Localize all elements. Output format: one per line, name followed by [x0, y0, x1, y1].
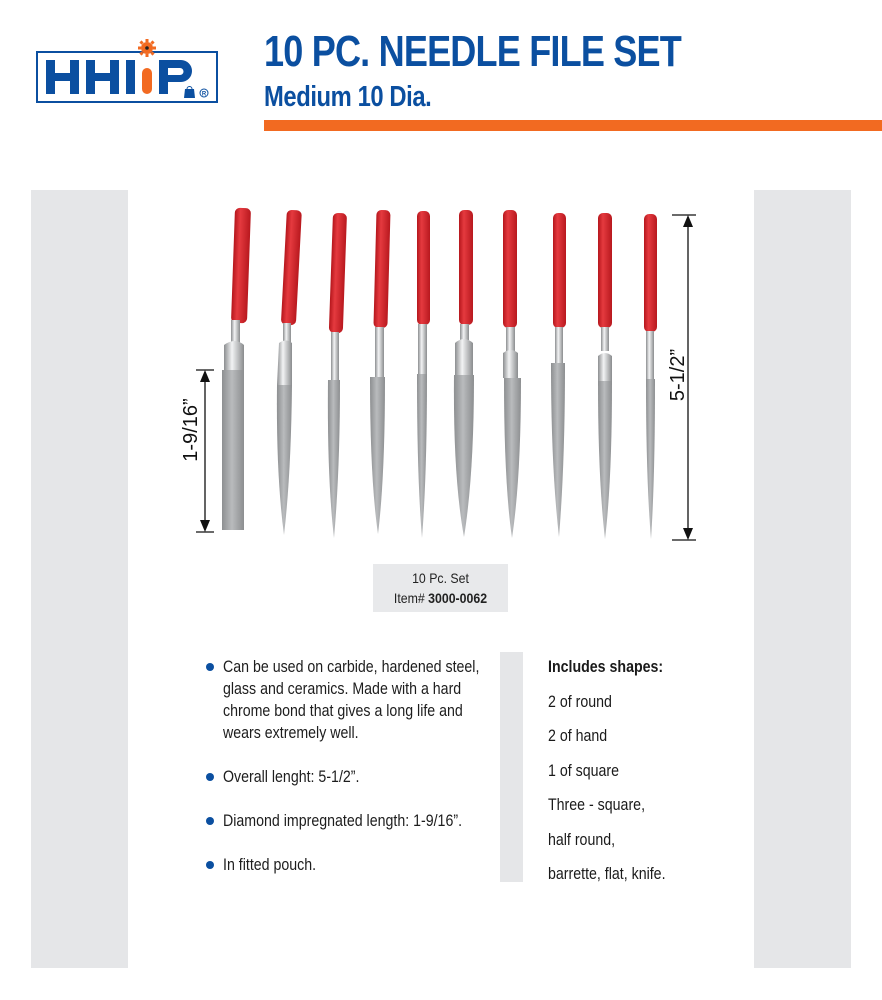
needle-file-oval: [598, 213, 612, 539]
shape-item: 2 of round: [548, 692, 612, 711]
caption-item-number-line: [381, 588, 500, 608]
product-caption: [373, 564, 508, 612]
features-list: [206, 656, 496, 898]
feature-item: Diamond impregnated length: 1-9/16”.: [206, 810, 496, 832]
shape-item: 1 of square: [548, 761, 620, 780]
right-side-panel: [754, 190, 851, 968]
dimension-diamond-label: 1-9/16”: [180, 398, 202, 462]
product-image: [180, 200, 700, 550]
needle-file-round: [417, 211, 430, 538]
feature-item: Can be used on carbide, hardened steel, glass and ceramics. Made with a hard chrome bond that gives a long life and wears extremely well.: [206, 656, 496, 744]
shape-item: Three - square,: [548, 796, 646, 814]
needle-file-hand: [503, 210, 521, 538]
shapes-heading: Includes shapes:: [548, 658, 664, 676]
shape-item: half round,: [548, 830, 616, 849]
bullet-icon: [206, 663, 214, 671]
shape-item: 2 of hand: [548, 727, 608, 745]
bullet-icon: [206, 817, 214, 825]
needle-file-square: [551, 213, 566, 537]
shapes-list: [548, 656, 685, 885]
item-label: Item#: [393, 590, 425, 606]
item-number: 3000-0062: [428, 590, 488, 606]
bullet-icon: [206, 773, 214, 781]
page-title: 10 PC. NEEDLE FILE SET: [264, 27, 682, 76]
svg-text:R: R: [201, 91, 207, 98]
header-accent-bar: [264, 120, 882, 131]
dimension-overall-label: 5-1/2”: [667, 348, 689, 402]
needle-file-half-round: [454, 210, 474, 537]
feature-item: Overall lenght: 5-1/2”.: [206, 766, 496, 788]
needle-file-barrette: [370, 210, 391, 534]
hhip-logo: [36, 38, 218, 104]
page-subtitle: Medium 10 Dia.: [264, 81, 432, 113]
needle-file-round-tapered: [644, 214, 657, 539]
shape-item: barrette, flat, knife.: [548, 865, 666, 883]
needle-file-flat: [222, 208, 251, 530]
bullet-icon: [206, 861, 214, 869]
needle-file-knife: [277, 210, 302, 535]
needle-file-three-square: [328, 213, 347, 538]
left-side-panel: [31, 190, 128, 968]
caption-set-label: 10 Pc. Set: [412, 570, 469, 586]
feature-item: In fitted pouch.: [206, 854, 496, 876]
column-divider: [500, 652, 523, 882]
